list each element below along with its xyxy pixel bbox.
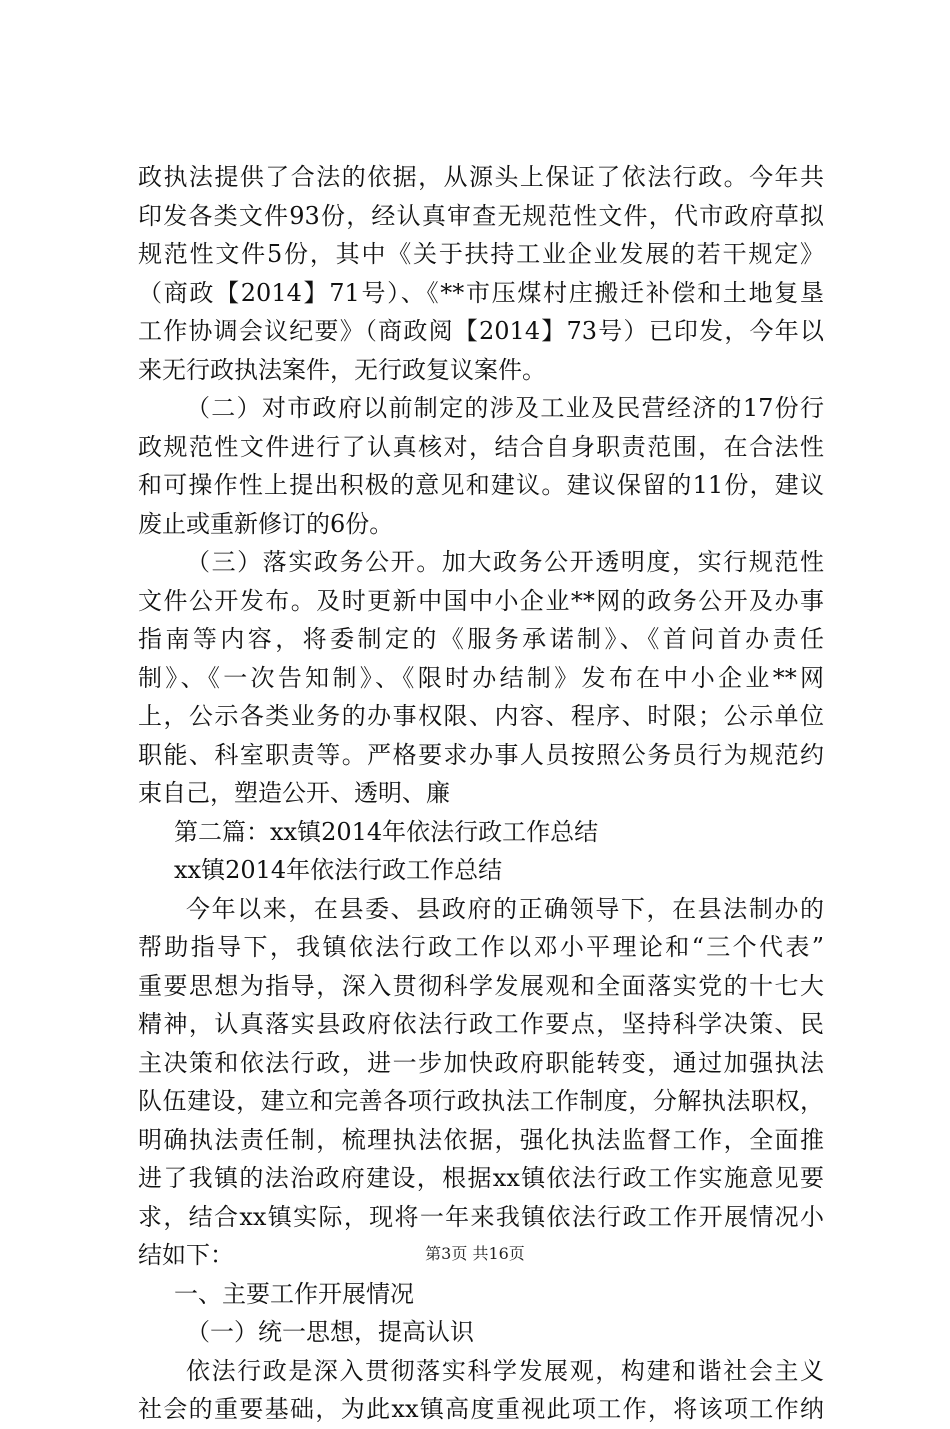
text-line: 重要思想为指导，深入贯彻科学发展观和全面落实党的十七大: [138, 971, 824, 1000]
text-line: 一、主要工作开展情况: [174, 1279, 414, 1308]
text-line: xx镇2014年依法行政工作总结: [174, 856, 503, 884]
text-line: 上，公示各类业务的办事权限、内容、程序、时限；公示单位: [138, 702, 824, 730]
text-line: （三）落实政务公开。加大政务公开透明度，实行规范性: [186, 548, 824, 576]
text-line: 依法行政是深入贯彻落实科学发展观，构建和谐社会主义: [186, 1356, 824, 1385]
text-line: 废止或重新修订的6份。: [138, 509, 394, 538]
text-line: 指南等内容，将委制定的《服务承诺制》、《首问首办责任: [138, 625, 824, 653]
text-line: 工作协调会议纪要》（商政阅【2014】73号）已印发，今年以: [138, 317, 824, 345]
text-line: 今年以来，在县委、县政府的正确领导下，在县法制办的: [186, 894, 824, 923]
text-line: 队伍建设，建立和完善各项行政执法工作制度，分解执法职权，: [138, 1087, 824, 1115]
text-line: 社会的重要基础，为此xx镇高度重视此项工作，将该项工作纳: [138, 1395, 824, 1423]
text-line: 第二篇：xx镇2014年依法行政工作总结: [174, 817, 599, 846]
text-line: 政执法提供了合法的依据，从源头上保证了依法行政。今年共: [138, 163, 824, 191]
text-line: 文件公开发布。及时更新中国中小企业**网的政务公开及办事: [138, 586, 824, 615]
text-line: 求，结合xx镇实际，现将一年来我镇依法行政工作开展情况小: [138, 1202, 824, 1231]
text-line: 帮助指导下，我镇依法行政工作以邓小平理论和“三个代表”: [138, 933, 824, 961]
text-line: 和可操作性上提出积极的意见和建议。建议保留的11份，建议: [138, 471, 824, 499]
text-line: 职能、科室职责等。严格要求办事人员按照公务员行为规范约: [138, 740, 824, 769]
text-line: 进了我镇的法治政府建设，根据xx镇依法行政工作实施意见要: [138, 1164, 824, 1192]
text-line: （二）对市政府以前制定的涉及工业及民营经济的17份行: [186, 394, 824, 422]
text-line: （一）统一思想，提高认识: [186, 1318, 474, 1346]
text-line: 制》、《一次告知制》、《限时办结制》发布在中小企业**网: [138, 663, 824, 692]
document-body: [138, 158, 824, 1429]
text-line: 政规范性文件进行了认真核对，结合自身职责范围，在合法性: [138, 432, 824, 461]
text-line: 明确执法责任制，梳理执法依据，强化执法监督工作，全面推: [138, 1125, 824, 1154]
text-line: 来无行政执法案件，无行政复议案件。: [138, 355, 546, 384]
text-line: 规范性文件5份，其中《关于扶持工业企业发展的若干规定》: [138, 240, 824, 268]
text-line: （商政【2014】71号）、《**市压煤村庄搬迁补偿和土地复垦: [138, 278, 824, 307]
text-line: 精神，认真落实县政府依法行政工作要点，坚持科学决策、民: [138, 1010, 824, 1038]
text-line: 束自己，塑造公开、透明、廉: [138, 779, 450, 807]
text-line: 主决策和依法行政，进一步加快政府职能转变，通过加强执法: [138, 1048, 824, 1077]
page-number-footer: 第3页 共16页: [425, 1244, 525, 1263]
text-line: 结如下：: [138, 1241, 234, 1269]
text-line: 印发各类文件93份，经认真审查无规范性文件，代市政府草拟: [138, 201, 824, 230]
